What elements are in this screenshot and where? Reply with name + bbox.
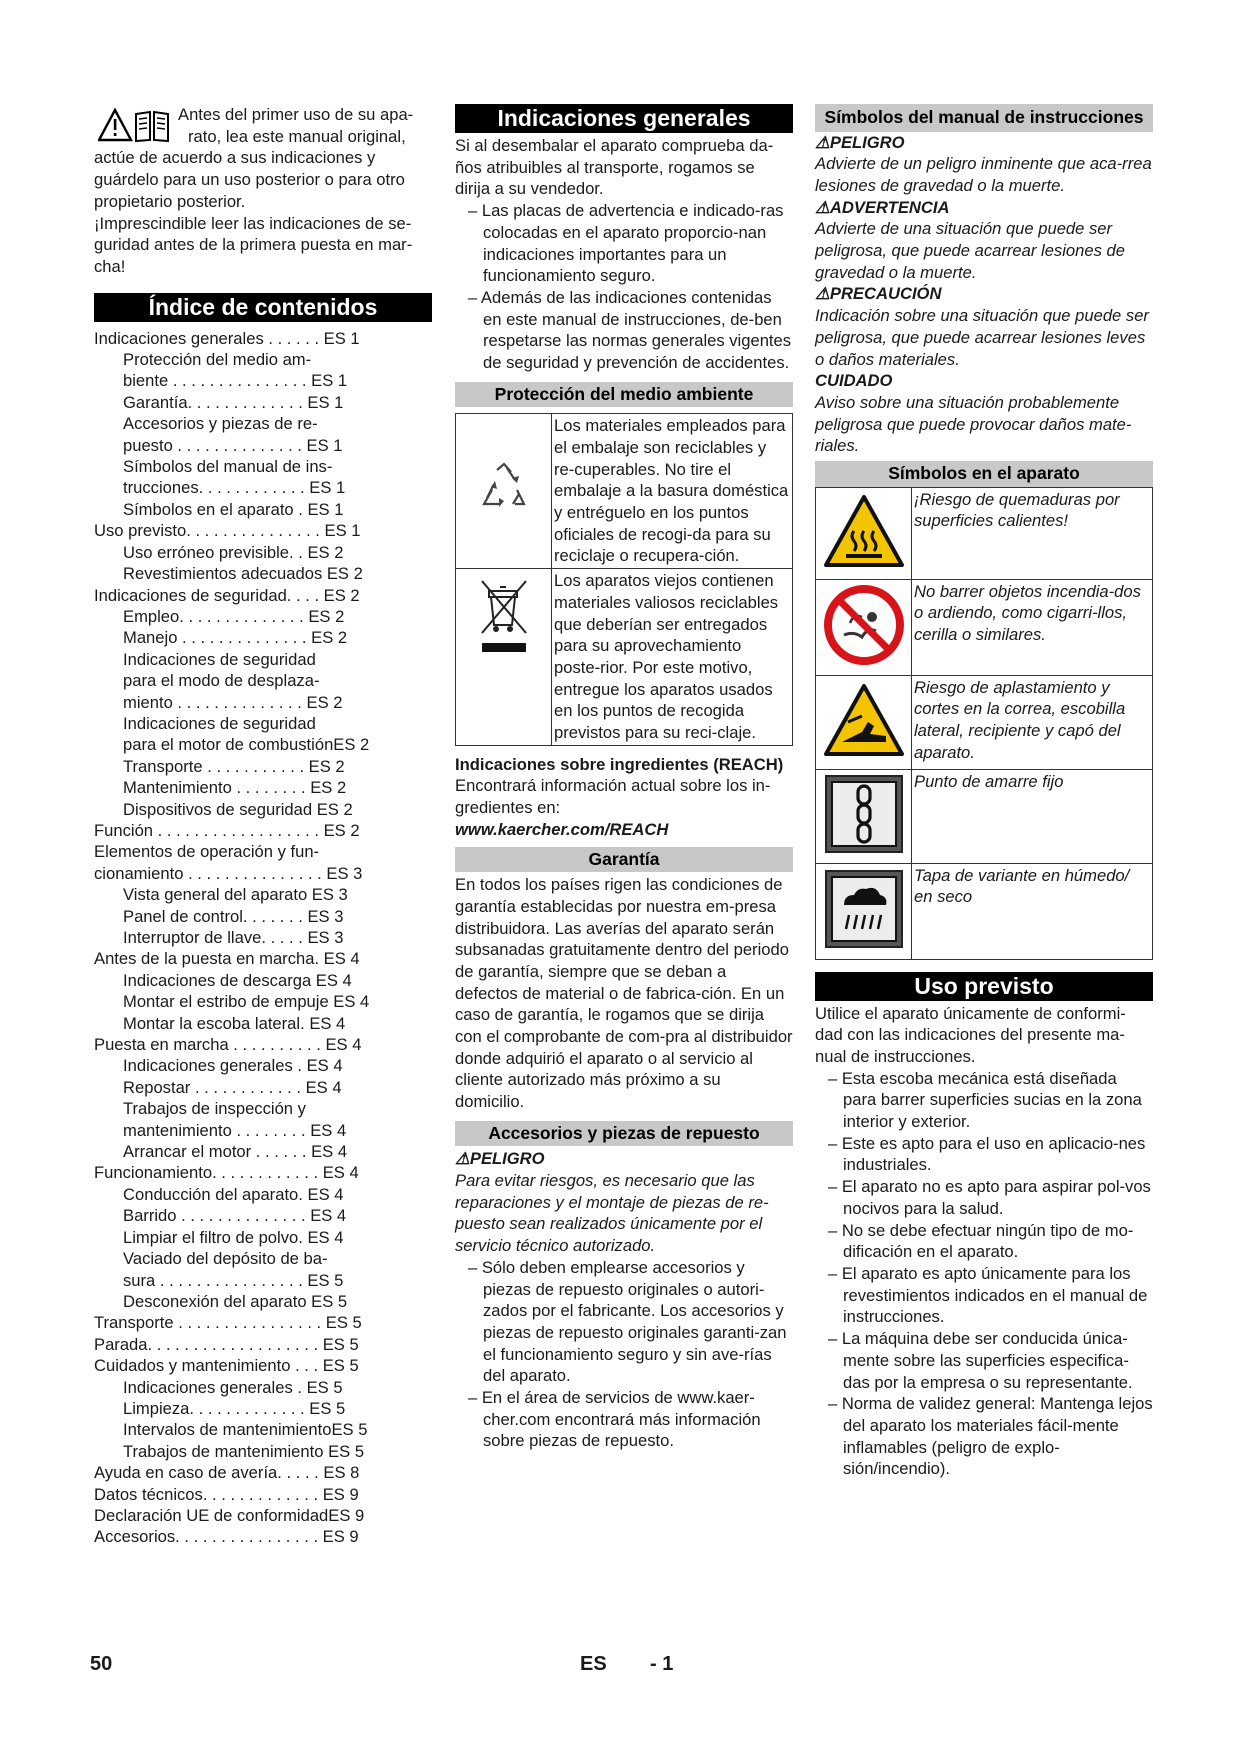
toc-entry[interactable]: Repostar . . . . . . . . . . . . ES 4 [123,1077,342,1097]
column-right [815,104,1153,1480]
device-symbols-table [815,487,1153,960]
no-sweeping-burning-objects-icon [822,583,906,667]
device-symbol-text: ¡Riesgo de quemaduras por superficies calientes! [914,489,1120,531]
toc-entry[interactable]: Vista general del aparato ES 3 [123,885,348,905]
warranty-text: En todos los países rigen las condiciones de garantía establecidas por nuestra em-presa distribuidora. Las averías del aparato serán subsanadas gratuitamente dentro del periodo de garantía, siempre que se deban a defectos de material o de fabrica-ción. En un caso de garantía, le rogamos que se dirija con el comprobante de com-pra al distribuidor donde adquirió el aparato o al servicio al cliente autorizado más próximo a su domicilio. [455,875,793,1112]
tie-down-point-icon [822,772,906,856]
toc-entry[interactable]: Trabajos de mantenimiento ES 5 [123,1441,365,1461]
toc-entry[interactable]: Interruptor de llave. . . . . ES 3 [123,928,344,947]
toc-entry[interactable]: Indicaciones de seguridad. . . . ES 2 [94,585,360,605]
toc-entry[interactable]: Accesorios. . . . . . . . . . . . . . . . ES 9 [94,1527,359,1547]
toc-entry[interactable]: Dispositivos de seguridad ES 2 [123,799,353,819]
toc-entry[interactable]: Protección del medio am- [123,350,312,370]
device-symbol-text: Tapa de variante en húmedo/ en seco [914,865,1130,907]
intro-icons [98,108,168,144]
toc-entry[interactable]: Indicaciones generales . ES 5 [123,1377,343,1397]
intro-line-2: rato, lea este manual original, [188,126,406,146]
accessories-danger-label [455,1148,793,1170]
weee-cell [456,569,552,746]
toc-entry[interactable]: para el motor de combustiónES 2 [123,735,370,755]
intended-use-title: Uso previsto [815,972,1153,1001]
intended-use-item: – Norma de validez general: Mantenga lejos del aparato los materiales fácil-mente inflamables (peligro de explo-sión/incendio). [828,1394,1153,1479]
accessories-danger-text: Para evitar riesgos, es necesario que las reparaciones y el montaje de piezas de re-puesto sean realizados únicamente por el servicio técnico autorizado. [455,1171,769,1256]
page-reference: - 1 [650,1653,674,1675]
manual-symbols-list [815,132,1153,458]
device-symbol-text: Riesgo de aplastamiento y cortes en la correa, escobilla lateral, recipiente y capó del aparato. [914,677,1126,762]
language-code: ES [580,1653,607,1675]
environment-row [456,569,793,746]
intro-block [94,104,432,278]
toc-entry[interactable]: Intervalos de mantenimientoES 5 [123,1420,368,1440]
toc-entry[interactable]: Indicaciones generales . . . . . . ES 1 [94,328,360,348]
toc-entry[interactable]: Montar la escoba lateral. ES 4 [123,1013,346,1033]
toc-entry[interactable]: Antes de la puesta en marcha. ES 4 [94,949,360,969]
device-symbol-row [816,675,1153,769]
manual-symbol-label [815,197,1153,219]
intended-use-item: – El aparato es apto únicamente para los revestimientos indicados en el manual de instrucciones. [828,1263,1148,1327]
toc-list [94,328,432,1548]
toc-entry[interactable]: Mantenimiento . . . . . . . . ES 2 [123,778,347,798]
general-item: – Además de las indicaciones contenidas en este manual de instrucciones, de-ben respetarse las normas generales vigentes de seguridad y prevención de accidentes. [468,287,792,373]
toc-entry[interactable]: Transporte . . . . . . . . . . . . . . . . ES 5 [94,1313,362,1333]
intended-use-intro: Utilice el aparato únicamente de conformi-dad con las indicaciones del presente ma-nual de instrucciones. [815,1003,1126,1066]
crush-hazard-icon [822,682,906,758]
toc-entry[interactable]: miento . . . . . . . . . . . . . . ES 2 [123,692,343,712]
toc-entry[interactable]: Símbolos del manual de ins- [123,457,333,477]
intended-use-item: – El aparato no es apto para aspirar pol-vos nocivos para la salud. [828,1177,1151,1218]
toc-entry[interactable]: Conducción del aparato. ES 4 [123,1184,344,1204]
intended-use-item: – No se debe efectuar ningún tipo de mo-dificación en el aparato. [828,1220,1134,1262]
hot-surface-cell [816,487,912,579]
device-symbol-row [816,863,1153,959]
general-intro: Si al desembalar el aparato comprueba da-ños atribuibles al transporte, rogamos se dirija a su vendedor. [455,136,774,199]
toc-entry[interactable]: Funcionamiento. . . . . . . . . . . . ES 4 [94,1163,359,1183]
toc-entry[interactable]: cionamiento . . . . . . . . . . . . . . . ES 3 [94,863,363,883]
accessories-title: Accesorios y piezas de repuesto [455,1121,793,1147]
environment-table [455,413,793,746]
toc-entry[interactable]: Uso previsto. . . . . . . . . . . . . . . ES 1 [94,521,361,541]
intro-line-1: Antes del primer uso de su apa- [178,105,414,124]
toc-entry[interactable]: Parada. . . . . . . . . . . . . . . . . . . ES 5 [94,1334,359,1354]
reach-title: Indicaciones sobre ingredientes (REACH) [455,754,784,774]
toc-entry[interactable]: Cuidados y mantenimiento . . . ES 5 [94,1356,359,1376]
toc-entry[interactable]: para el modo de desplaza- [123,671,320,691]
device-symbol-text: Punto de amarre fijo [914,771,1064,791]
wet-dry-flap-icon [822,867,906,951]
column-middle [455,104,793,1452]
toc-entry[interactable]: Indicaciones de seguridad [123,649,316,669]
toc-entry[interactable]: Indicaciones generales . ES 4 [123,1056,343,1076]
recycling-cell [456,414,552,569]
toc-entry[interactable]: Indicaciones de descarga ES 4 [123,970,352,990]
wet-dry-text-cell [912,863,1153,959]
warranty-title: Garantía [455,847,793,873]
toc-entry[interactable]: Empleo. . . . . . . . . . . . . . ES 2 [123,606,345,626]
environment-title: Protección del medio ambiente [455,382,793,408]
manual-symbol-label [815,283,1153,305]
device-symbol-text: No barrer objetos incendia-dos o ardiendo, como cigarri-llos, cerilla o similares. [914,581,1141,644]
toc-entry[interactable]: biente . . . . . . . . . . . . . . . ES 1 [123,371,348,391]
wet-dry-cell [816,863,912,959]
environment-text-packaging: Los materiales empleados para el embalaje son reciclables y re-cuperables. No tire el embalaje a la basura doméstica y entréguelo en los puntos oficiales de recogi-da para su reciclaje o recupera-ción. [554,416,789,566]
tie-down-text-cell [912,769,1153,863]
crush-hazard-cell [816,675,912,769]
toc-entry[interactable]: Manejo . . . . . . . . . . . . . . ES 2 [123,628,348,648]
toc-entry[interactable]: Vaciado del depósito de ba- [123,1249,328,1269]
toc-entry[interactable]: Símbolos en el aparato . ES 1 [123,499,344,519]
intended-use-item: – La máquina debe ser conducida única-mente sobre las superficies especifica-das por la empresa o su representante. [828,1329,1133,1392]
warning-triangle-icon: ⚠ [815,284,830,304]
toc-entry[interactable]: trucciones. . . . . . . . . . . . ES 1 [123,478,346,498]
crush-hazard-text-cell [912,675,1153,769]
manual-symbol-text: Advierte de una situación que puede ser peligrosa, que puede acarrear lesiones de gravedad o la muerte. [815,219,1125,282]
toc-entry[interactable]: Elementos de operación y fun- [94,842,320,862]
environment-text-old-devices: Los aparatos viejos contienen materiales valiosos reciclables que deberían ser entregados para su aprovechamiento poste-rior. Por este motivo, entregue los aparatos usados en los puntos de recogida previstos para su reci-claje. [554,571,779,743]
hot-surface-icon [822,493,906,569]
toc-entry[interactable]: sura . . . . . . . . . . . . . . . . ES 5 [123,1270,344,1290]
intended-use-item: – Esta escoba mecánica está diseñada para barrer superficies sucias en la zona interior y exterior. [828,1068,1142,1132]
intro-text: actúe de acuerdo a sus indicaciones y guárdelo para un uso posterior o para otro propietario posterior. [94,148,405,211]
toc-entry[interactable]: Revestimientos adecuados ES 2 [123,564,363,584]
toc-entry[interactable]: Garantía. . . . . . . . . . . . . ES 1 [123,392,344,412]
accessories-item: – Sólo deben emplearse accesorios y piezas de repuesto originales o autori-zados por el fabricante. Los accesorios y piezas de repuesto originales garanti-zan el funcionamiento seguro y sin ave-rías del aparato. [468,1257,787,1386]
toc-entry[interactable]: Accesorios y piezas de re- [123,414,318,434]
manual-symbol-label [815,370,1153,392]
toc-entry[interactable]: Transporte . . . . . . . . . . . ES 2 [123,756,345,776]
no-burning-text-cell [912,579,1153,675]
device-symbol-row [816,579,1153,675]
toc-entry[interactable]: Montar el estribo de empuje ES 4 [123,992,370,1012]
danger-label: PELIGRO [469,1149,545,1169]
environment-row [456,414,793,569]
toc-entry[interactable]: Datos técnicos. . . . . . . . . . . . . ES 9 [94,1484,359,1504]
tie-down-cell [816,769,912,863]
toc-entry[interactable]: Limpiar el filtro de polvo. ES 4 [123,1227,344,1247]
manual-symbol-label [815,132,1153,154]
page-number: 50 [90,1653,113,1675]
toc-title: Índice de contenidos [94,293,432,322]
warning-triangle-icon: ⚠ [815,132,830,152]
toc-entry[interactable]: Arrancar el motor . . . . . . ES 4 [123,1142,348,1162]
manual-symbol-text: Indicación sobre una situación que puede ser peligrosa, que puede acarrear lesiones leves o daños materiales. [815,306,1149,369]
manual-symbol-label-text: ADVERTENCIA [829,197,950,217]
column-left [94,104,432,1548]
toc-entry[interactable]: mantenimiento . . . . . . . . ES 4 [123,1120,347,1140]
reach-text: Encontrará información actual sobre los in-gredientes en: [455,776,771,818]
toc-entry[interactable]: Barrido . . . . . . . . . . . . . . ES 4 [123,1206,347,1226]
manual-symbol-label-text: PRECAUCIÓN [829,284,942,304]
general-title: Indicaciones generales [455,104,793,133]
device-symbol-row [816,487,1153,579]
toc-entry[interactable]: puesto . . . . . . . . . . . . . . ES 1 [123,435,343,455]
warning-triangle-icon: ⚠ [815,197,830,217]
toc-entry[interactable]: Función . . . . . . . . . . . . . . . . . . ES 2 [94,820,360,840]
crossed-bin-icon [474,577,534,657]
toc-entry[interactable]: Indicaciones de seguridad [123,713,316,733]
manual-symbol-label-text: CUIDADO [815,371,893,391]
hot-surface-text-cell [912,487,1153,579]
accessories-item: – En el área de servicios de www.kaer-cher.com encontrará más información sobre piezas de repuesto. [468,1388,761,1451]
toc-entry[interactable]: Puesta en marcha . . . . . . . . . . ES 4 [94,1035,362,1055]
intended-use-item: – Este es apto para el uso en aplicacio-nes industriales. [828,1133,1146,1175]
reach-url[interactable]: www.kaercher.com/REACH [455,819,669,839]
toc-entry[interactable]: Ayuda en caso de avería. . . . . ES 8 [94,1463,360,1483]
toc-entry[interactable]: Limpieza. . . . . . . . . . . . . ES 5 [123,1398,346,1418]
manual-symbols-title: Símbolos del manual de instrucciones [815,104,1153,132]
toc-entry[interactable]: Uso erróneo previsible. . ES 2 [123,542,344,562]
intro-must-read: ¡Imprescindible leer las indicaciones de se-guridad antes de la primera puesta en mar-cha! [94,213,413,276]
recycling-icon [475,460,533,518]
toc-entry[interactable]: Desconexión del aparato ES 5 [123,1291,348,1311]
manual-symbol-label-text: PELIGRO [829,132,905,152]
manual-book-icon [134,108,170,144]
no-burning-cell [816,579,912,675]
manual-symbol-text: Aviso sobre una situación probablemente peligrosa que puede provocar daños mate-riales. [815,392,1132,456]
weee-text-cell [552,569,793,746]
toc-entry[interactable]: Declaración UE de conformidadES 9 [94,1505,365,1525]
warning-triangle-icon: ⚠ [455,1149,470,1169]
recycling-text-cell [552,414,793,569]
toc-entry[interactable]: Trabajos de inspección y [123,1099,306,1119]
toc-entry[interactable]: Panel de control. . . . . . . ES 3 [123,906,344,926]
device-symbol-row [816,769,1153,863]
manual-symbol-text: Advierte de un peligro inminente que aca-rrea lesiones de gravedad o la muerte. [815,154,1152,195]
device-symbols-title: Símbolos en el aparato [815,461,1153,487]
intended-use-list [815,1068,1153,1480]
general-item: – Las placas de advertencia e indicado-ras colocadas en el aparato proporcio-nan indicaciones importantes para un funcionamiento seguro. [468,201,784,286]
